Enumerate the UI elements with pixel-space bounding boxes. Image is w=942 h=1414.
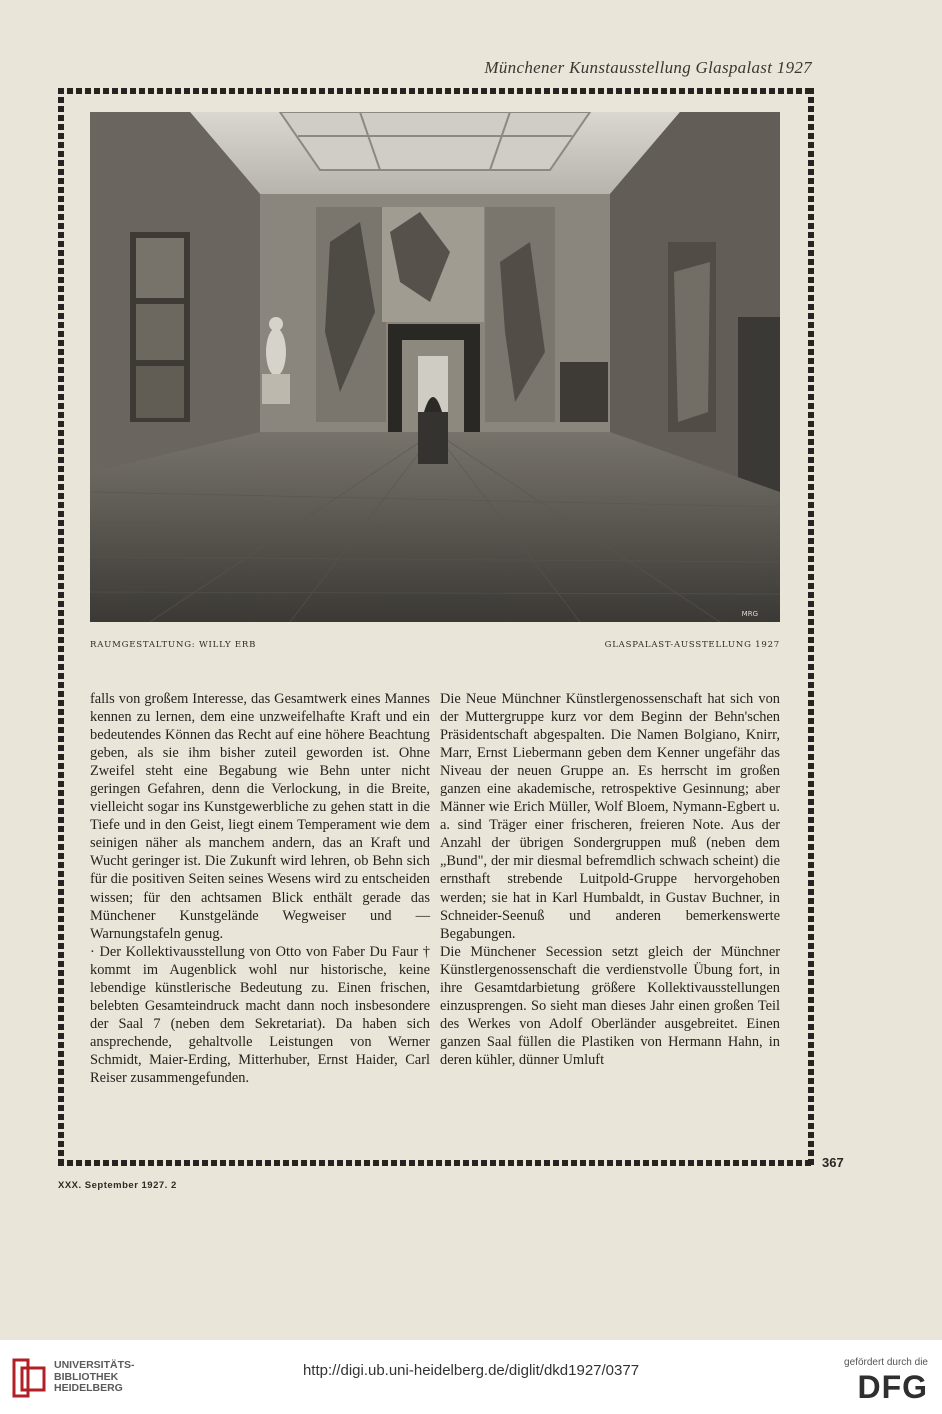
text-column-right — [440, 690, 780, 1069]
volume-line: XXX. September 1927. 2 — [58, 1180, 177, 1191]
paragraph: falls von großem Interesse, das Gesamtwerk eines Mannes kennen zu lernen, dem eine unzweifelhafte Kraft und ein bedeutendes Können das Recht auf eine höhere Beachtung geben, als sie ihm bisher zuteil geworden ist. Ohne Zweifel steht eine Begabung wie Behn unter nicht geringen Gefahren, denn die Verlockung, in die Breite, vielleicht sogar ins Kunstgewerbliche zu gehen statt in die Tiefe und in den Geist, liegt einem Temperament wie dem seinigen näher als manchem andern, das an Kraft und Wucht geringer ist. Die Zukunft wird lehren, ob Behn sich für die positiven Seiten seines Wesens wird zu entscheiden wissen; für den achtsamen Blick enthält gerade das Münchener Kunstgelände Wegweiser und — Warnungstafeln genug. — [90, 691, 430, 942]
decorative-border-top — [58, 88, 814, 94]
library-name-line: HEIDELBERG — [54, 1382, 123, 1394]
viewer-footer — [0, 1340, 942, 1414]
text-column-left — [90, 690, 430, 1087]
running-head: Münchener Kunstausstellung Glaspalast 1927 — [484, 58, 812, 77]
decorative-border-right — [808, 88, 814, 1166]
permalink-url[interactable]: http://digi.ub.uni-heidelberg.de/diglit/dkd1927/0377 — [302, 1362, 640, 1379]
library-name-line: UNIVERSITÄTS- — [54, 1359, 135, 1371]
page-number: 367 — [822, 1155, 844, 1170]
paragraph: · Der Kollektivausstellung von Otto von Faber Du Faur † kommt im Augenblick wohl nur historische, keine lebendige künstlerische Bedeutung zu. Einen frischen, belebten Gesamteindruck macht dann noch insbesondere der Saal 7 (neben dem Sekretariat). Da haben sich ansprechende, gehaltvolle Leistungen von Werner Schmidt, Maier-Erding, Mitterhuber, Ernst Haider, Carl Reiser zusammengefunden. — [90, 943, 430, 1086]
library-name-line: BIBLIOTHEK — [54, 1370, 119, 1383]
paragraph: Die Münchener Secession setzt gleich der Münchner Künstlergenossenschaft die verdienstvolle Übung fort, in ihre Gesamtdarbietung größere Kollektivausstellungen einzusprengen. So sieht man dieses Jahr einen großen Teil des Werkes von Adolf Oberländer ausgebreitet. Einen ganzen Saal füllen die Plastiken von Hermann Hahn, in deren kühler, dünner Umluft — [440, 943, 780, 1068]
decorative-border-left — [58, 88, 64, 1166]
dfg-logo-text: DFG — [857, 1370, 928, 1402]
figure-caption-left: RAUMGESTALTUNG: WILLY ERB — [90, 640, 257, 650]
figure-caption-right: GLASPALAST-AUSSTELLUNG 1927 — [604, 640, 780, 650]
decorative-border-bottom — [58, 1160, 814, 1166]
exhibition-hall-photo — [90, 112, 780, 622]
photo-monogram: MRG — [741, 610, 758, 618]
sponsor-label: gefördert durch die — [844, 1357, 928, 1368]
paragraph: Die Neue Münchner Künstlergenossenschaft hat sich von der Muttergruppe kurz vor dem Beginn der Behn'schen Präsidentschaft abgespalten. Die Namen Bolgiano, Knirr, Marr, Ernst Liebermann geben dem Kenner ungefähr das Niveau der neuen Gruppe an. Es herrscht im großen ganzen eine akademische, retrospektive Gesinnung; aber Männer wie Erich Müller, Wolf Bloem, Nymann-Egbert u. a. sind Träger einer frischeren, freieren Note. Aus der Anzahl der übrigen Sondergruppen muß (neben dem „Bund", der mir diesmal befremdlich schwach scheint) die ernsthaft strebende Luitpold-Gruppe hervorgehoben werden; sie hat in Karl Humbaldt, in Gustav Buchner, in Schneider-Seenuß und anderen bemerkenswerte Begabungen. — [440, 691, 780, 942]
dfg-logo-icon — [842, 1370, 928, 1402]
